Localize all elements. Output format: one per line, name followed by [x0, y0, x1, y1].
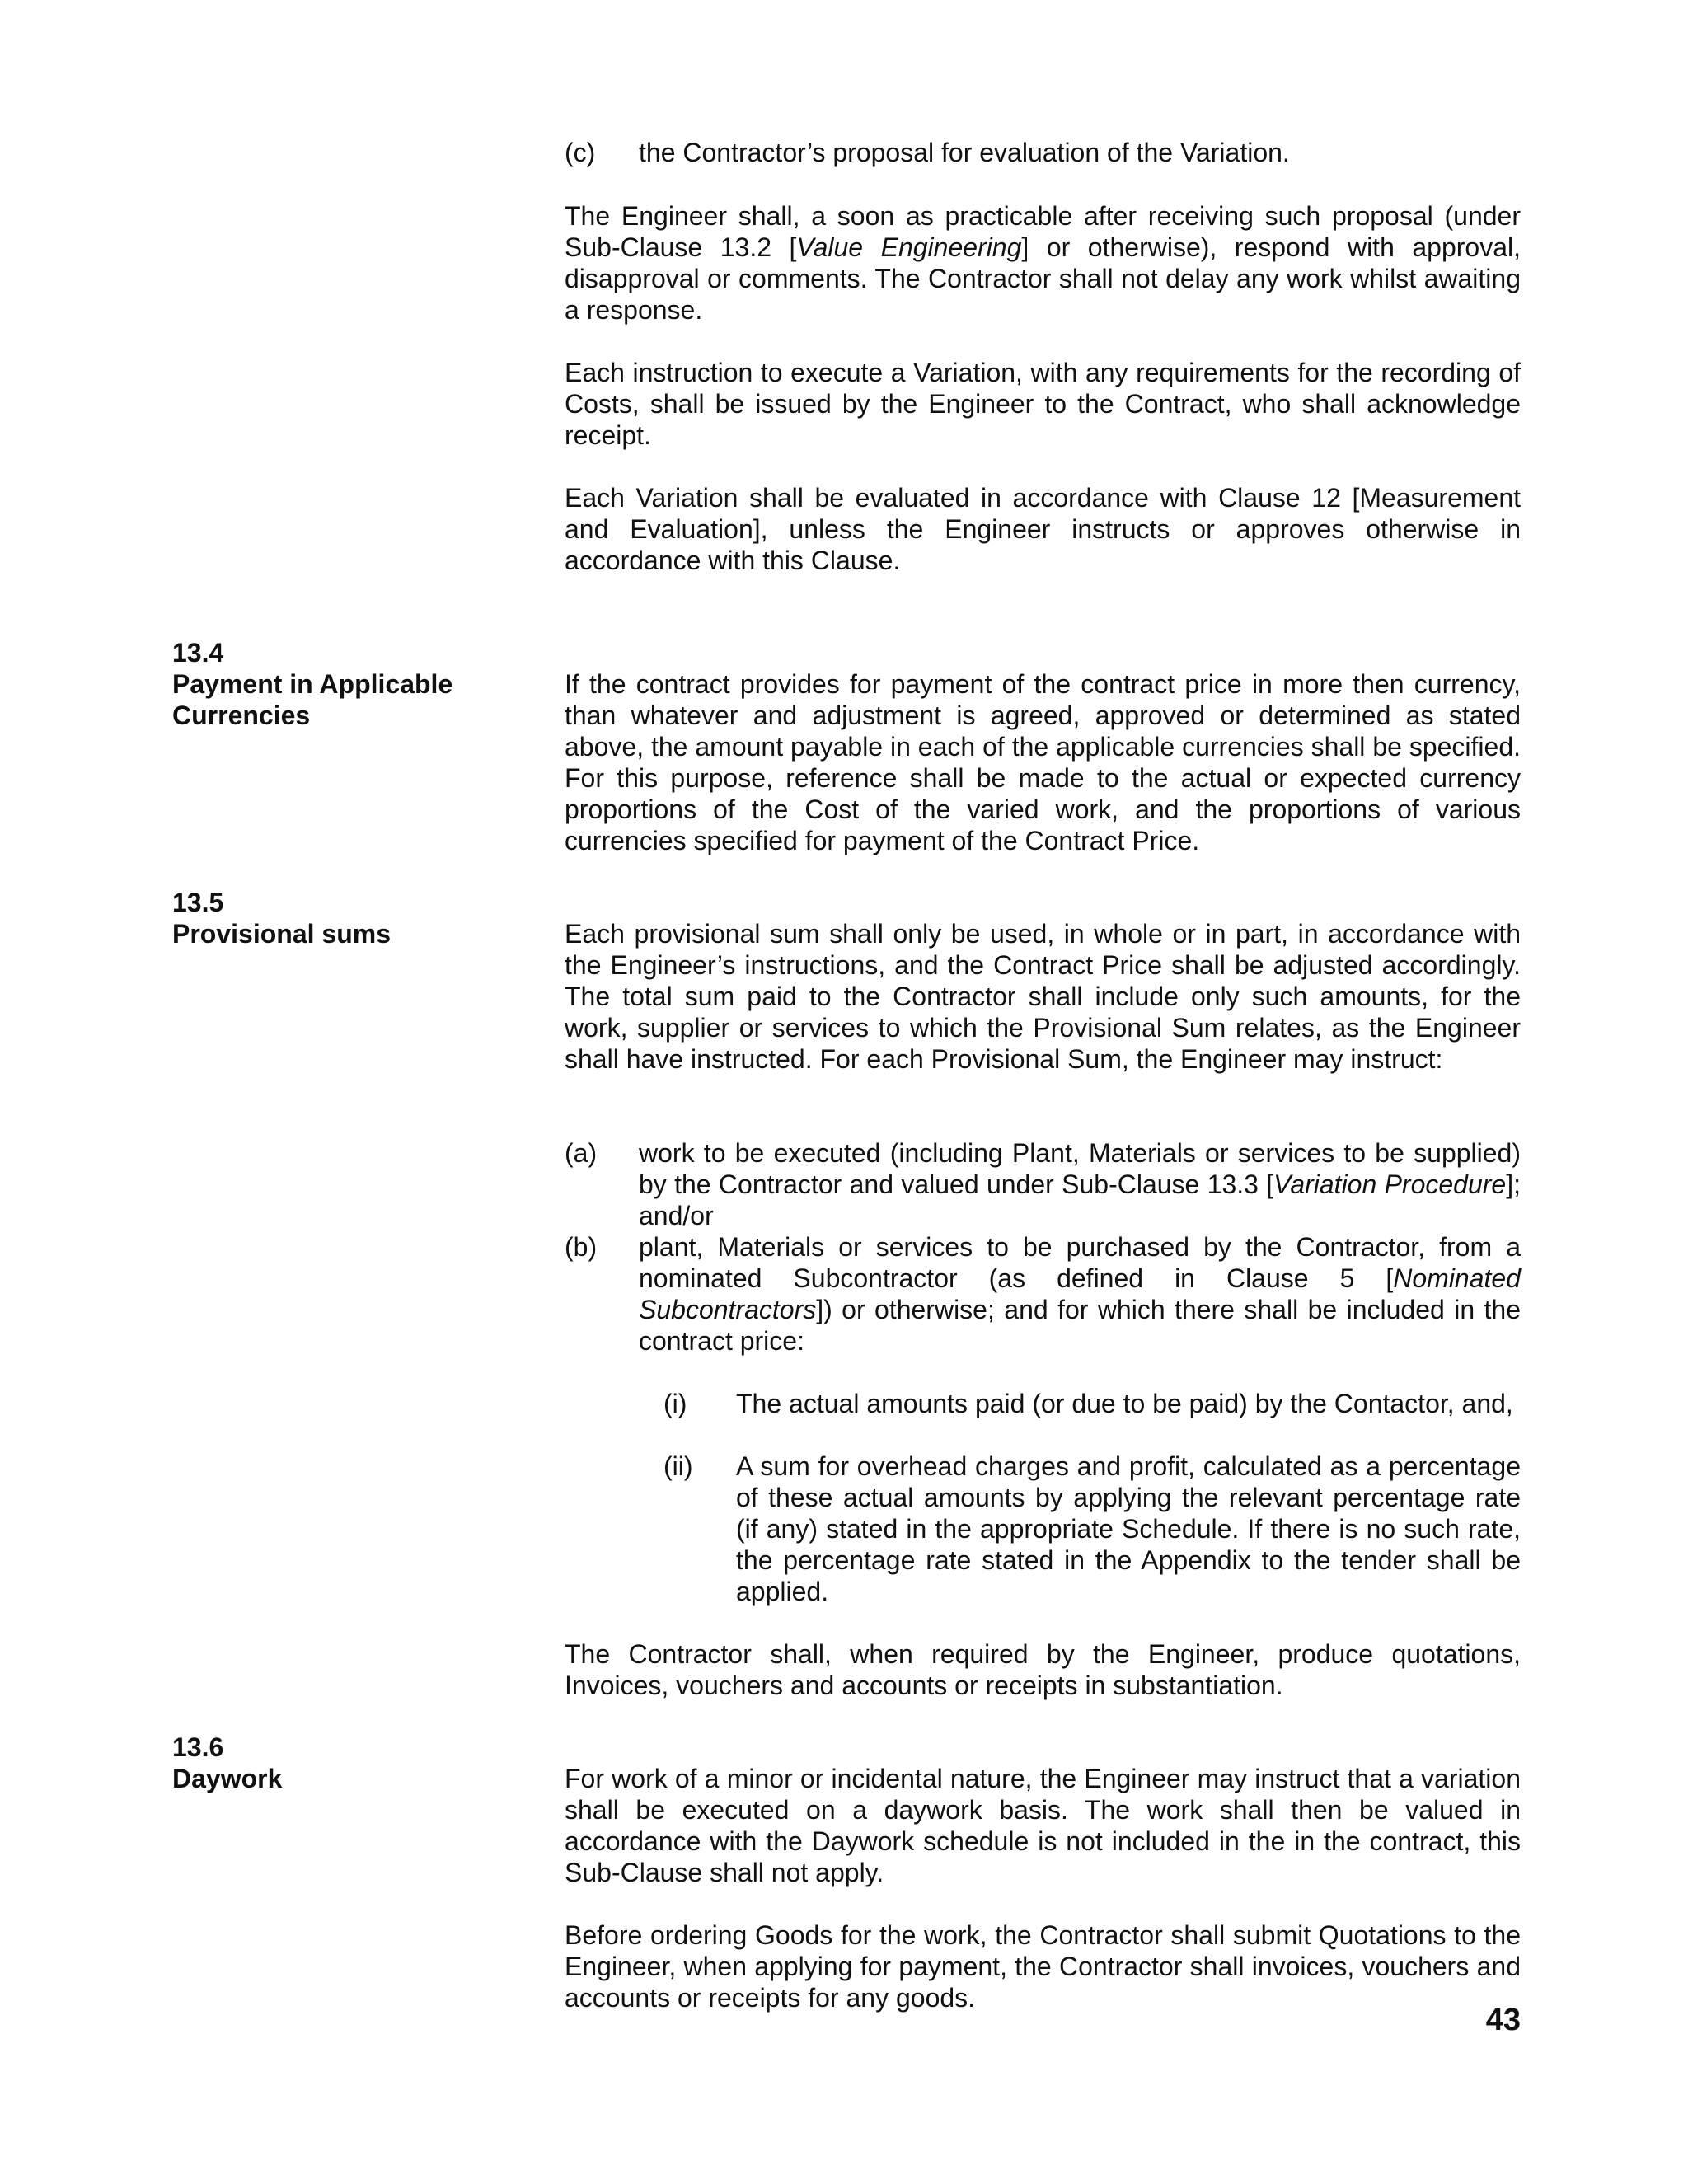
- paragraph-13-4: If the contract provides for payment of the contract price in more then currency, than whatever and adjustment is agreed, approved or determined as stated above, the amount payable in each of the applicable currencies shall be specified. For this purpose, reference shall be made to the actual or expected currency proportions of the Cost of the varied work, and the proportions of various currencies specified for payment of the Contract Price.: [565, 669, 1521, 855]
- list-item-label: (b): [565, 1232, 598, 1262]
- page-number: 43: [1485, 2003, 1521, 2037]
- list-item-text: work to be executed (including Plant, Materials or services to be supplied) by the Contractor and valued under Sub-Clause 13.3 [Variation Procedure]; and/or: [639, 1138, 1522, 1230]
- section-number: 13.5: [172, 888, 224, 917]
- list-item-text: the Contractor’s proposal for evaluation of the Variation.: [639, 138, 1290, 167]
- paragraph-instruction: Each instruction to execute a Variation, with any requirements for the recording of Costs, shall be issued by the Engineer to the Contract, who shall acknowledge receipt.: [565, 358, 1521, 450]
- section-title: Provisional sums: [172, 919, 391, 949]
- section-heading-13-4: [172, 637, 535, 731]
- section-title: Daywork: [172, 1764, 283, 1793]
- list-item-b: [565, 1231, 1521, 1357]
- paragraph-italic: Value Engineering: [796, 232, 1022, 262]
- paragraph-engineer-response: [565, 200, 1521, 326]
- paragraph-13-6-goods: Before ordering Goods for the work, the Contractor shall submit Quotations to the Engineer, when applying for payment, the Contractor shall invoices, vouchers and accounts or receipts for any goods.: [565, 1920, 1521, 2013]
- sub-list-item-label: (ii): [663, 1451, 693, 1481]
- section-title-line: Currencies: [172, 701, 311, 730]
- sub-list-item-i: [663, 1388, 1521, 1419]
- paragraph-13-5: Each provisional sum shall only be used, in whole or in part, in accordance with the Engineer’s instructions, and the Contract Price shall be adjusted accordingly. The total sum paid to the Contractor shall include only such amounts, for the work, supplier or services to which the Provisional Sum relates, as the Engineer shall have instructed. For each Provisional Sum, the Engineer may instruct:: [565, 919, 1521, 1074]
- section-number: 13.4: [172, 638, 224, 668]
- section-title-line: Payment in Applicable: [172, 669, 453, 699]
- paragraph-quotations: The Contractor shall, when required by the Engineer, produce quotations, Invoices, vouchers and accounts or receipts in substantiation.: [565, 1639, 1521, 1700]
- section-heading-13-5: [172, 887, 535, 949]
- paragraph-evaluation: Each Variation shall be evaluated in accordance with Clause 12 [Measurement and Evaluation], unless the Engineer instructs or approves otherwise in accordance with this Clause.: [565, 483, 1521, 575]
- list-item-label: (c): [565, 138, 596, 167]
- sub-list-item-text: A sum for overhead charges and profit, calculated as a percentage of these actual amounts by applying the relevant percentage rate (if any) stated in the appropriate Schedule. If there is no such rate, the percentage rate stated in the Appendix to the tender shall be applied.: [736, 1451, 1521, 1606]
- paragraph-text: ] or otherwise), respond with approval, disapproval or comments. The Contractor shall not delay any work whilst awaiting a response.: [565, 232, 1522, 325]
- sub-list-item-text: The actual amounts paid (or due to be paid) by the Contactor, and,: [736, 1389, 1513, 1418]
- sub-list-item-ii: [663, 1451, 1521, 1607]
- list-item-c: [565, 137, 1521, 168]
- section-number: 13.6: [172, 1732, 224, 1762]
- paragraph-13-6-daywork: For work of a minor or incidental nature, the Engineer may instruct that a variation shall be executed on a daywork basis. The work shall then be valued in accordance with the Daywork schedule is not included in the in the contract, this Sub-Clause shall not apply.: [565, 1764, 1521, 1887]
- list-item-a: [565, 1137, 1521, 1231]
- list-item-text: plant, Materials or services to be purchased by the Contractor, from a nominated Subcontractor (as defined in Clause 5 [Nominated Subcontractors]) or otherwise; and for which there shall be included in the contract price:: [639, 1232, 1521, 1356]
- sub-list-item-label: (i): [663, 1389, 687, 1418]
- section-heading-13-6: [172, 1732, 535, 1794]
- paragraph-text: The Engineer shall, a soon as practicable after receiving such proposal (under Sub-Clause 13.2 [: [565, 201, 1521, 262]
- list-item-label: (a): [565, 1138, 598, 1168]
